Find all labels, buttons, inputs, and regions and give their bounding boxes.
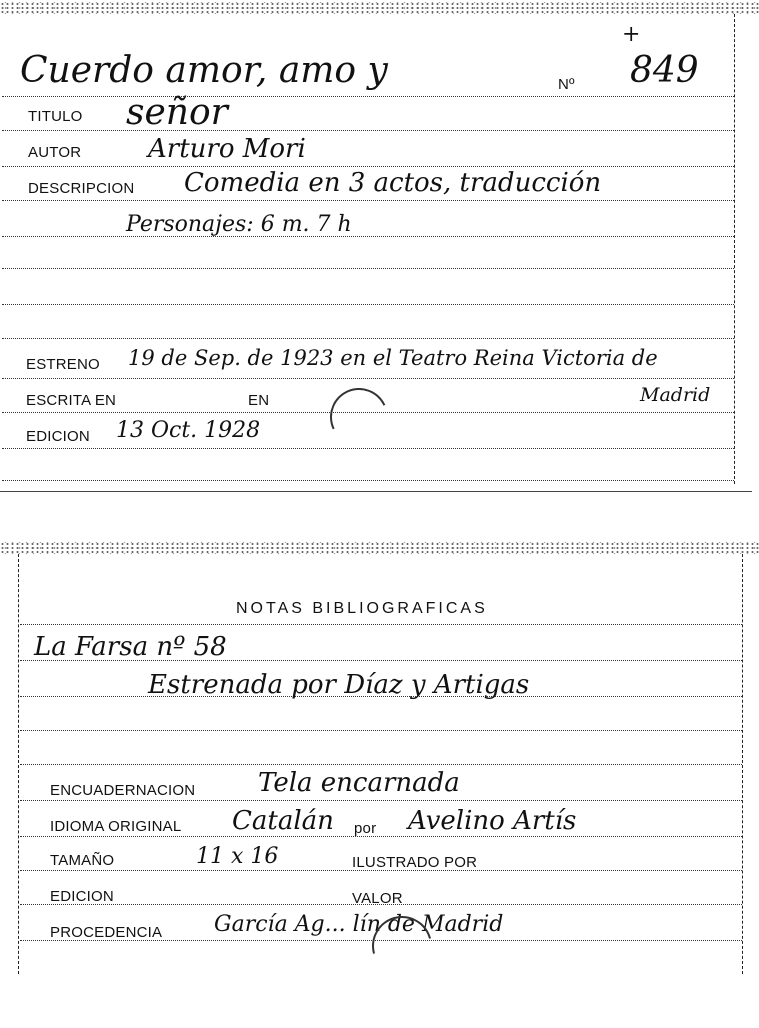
descripcion-label: DESCRIPCION: [28, 180, 135, 197]
scan-edge-top: [0, 2, 759, 14]
rule-line: [2, 166, 734, 167]
rule-line: [2, 378, 734, 379]
estreno-label: ESTRENO: [26, 356, 100, 373]
descripcion-line-2: Personajes: 6 m. 7 h: [126, 212, 352, 237]
escrita-en-label: ESCRITA EN: [26, 392, 117, 409]
catalog-card-top: [0, 0, 759, 492]
rule-line: [20, 836, 742, 837]
edicion-label: EDICION: [26, 428, 90, 445]
note-line-1: La Farsa nº 58: [34, 632, 227, 662]
rule-line: [20, 800, 742, 801]
notas-heading: NOTAS BIBLIOGRAFICAS: [236, 600, 488, 617]
catalog-card-bottom: [0, 540, 759, 1028]
note-line-2: Estrenada por Díaz y Artigas: [148, 670, 530, 700]
rule-line: [2, 268, 734, 269]
rule-line: [20, 764, 742, 765]
ilustrado-por-label: ILUSTRADO POR: [352, 854, 478, 871]
por-label: por: [354, 820, 377, 837]
idioma-original-label: IDIOMA ORIGINAL: [50, 818, 182, 835]
rule-line: [2, 200, 734, 201]
valor-label: VALOR: [352, 890, 403, 907]
edicion-value: 13 Oct. 1928: [116, 418, 261, 443]
idioma-value: Catalán: [232, 806, 334, 836]
idioma-autor: Avelino Artís: [408, 806, 577, 836]
stamp-mark: [322, 380, 396, 454]
plus-mark: +: [622, 22, 641, 47]
rule-line: [2, 480, 734, 481]
autor-label: AUTOR: [28, 144, 82, 161]
rule-line: [2, 448, 734, 449]
estreno-continuation: Madrid: [640, 384, 711, 406]
descripcion-value: Comedia en 3 actos, traducción: [184, 168, 602, 198]
procedencia-label: PROCEDENCIA: [50, 924, 163, 941]
estreno-value: 19 de Sep. de 1923 en el Teatro Reina Victoria de: [128, 346, 658, 370]
rule-line: [20, 624, 742, 625]
rule-line: [2, 96, 734, 97]
procedencia-value: García Ag... lín de Madrid: [214, 912, 504, 937]
title-line-1: Cuerdo amor, amo y: [20, 50, 388, 91]
titulo-value: señor: [126, 92, 228, 133]
rule-line: [2, 130, 734, 131]
edicion-label: EDICION: [50, 888, 114, 905]
card-right-border: [734, 14, 735, 484]
tamano-label: TAMAÑO: [50, 852, 115, 869]
tamano-value: 11 x 16: [196, 844, 279, 869]
card-right-border: [742, 554, 743, 974]
rule-line: [2, 304, 734, 305]
autor-value: Arturo Mori: [148, 134, 306, 164]
titulo-label: TITULO: [28, 108, 83, 125]
rule-line: [2, 236, 734, 237]
rule-line: [2, 338, 734, 339]
card-bottom-edge: [0, 491, 752, 492]
encuadernacion-label: ENCUADERNACION: [50, 782, 196, 799]
numero-value: 849: [630, 50, 699, 91]
en-label: EN: [248, 392, 270, 409]
scan-edge-top: [0, 542, 759, 554]
card-left-border: [18, 554, 19, 974]
rule-line: [20, 730, 742, 731]
numero-label: Nº: [558, 76, 575, 93]
encuadernacion-value: Tela encarnada: [258, 768, 460, 798]
